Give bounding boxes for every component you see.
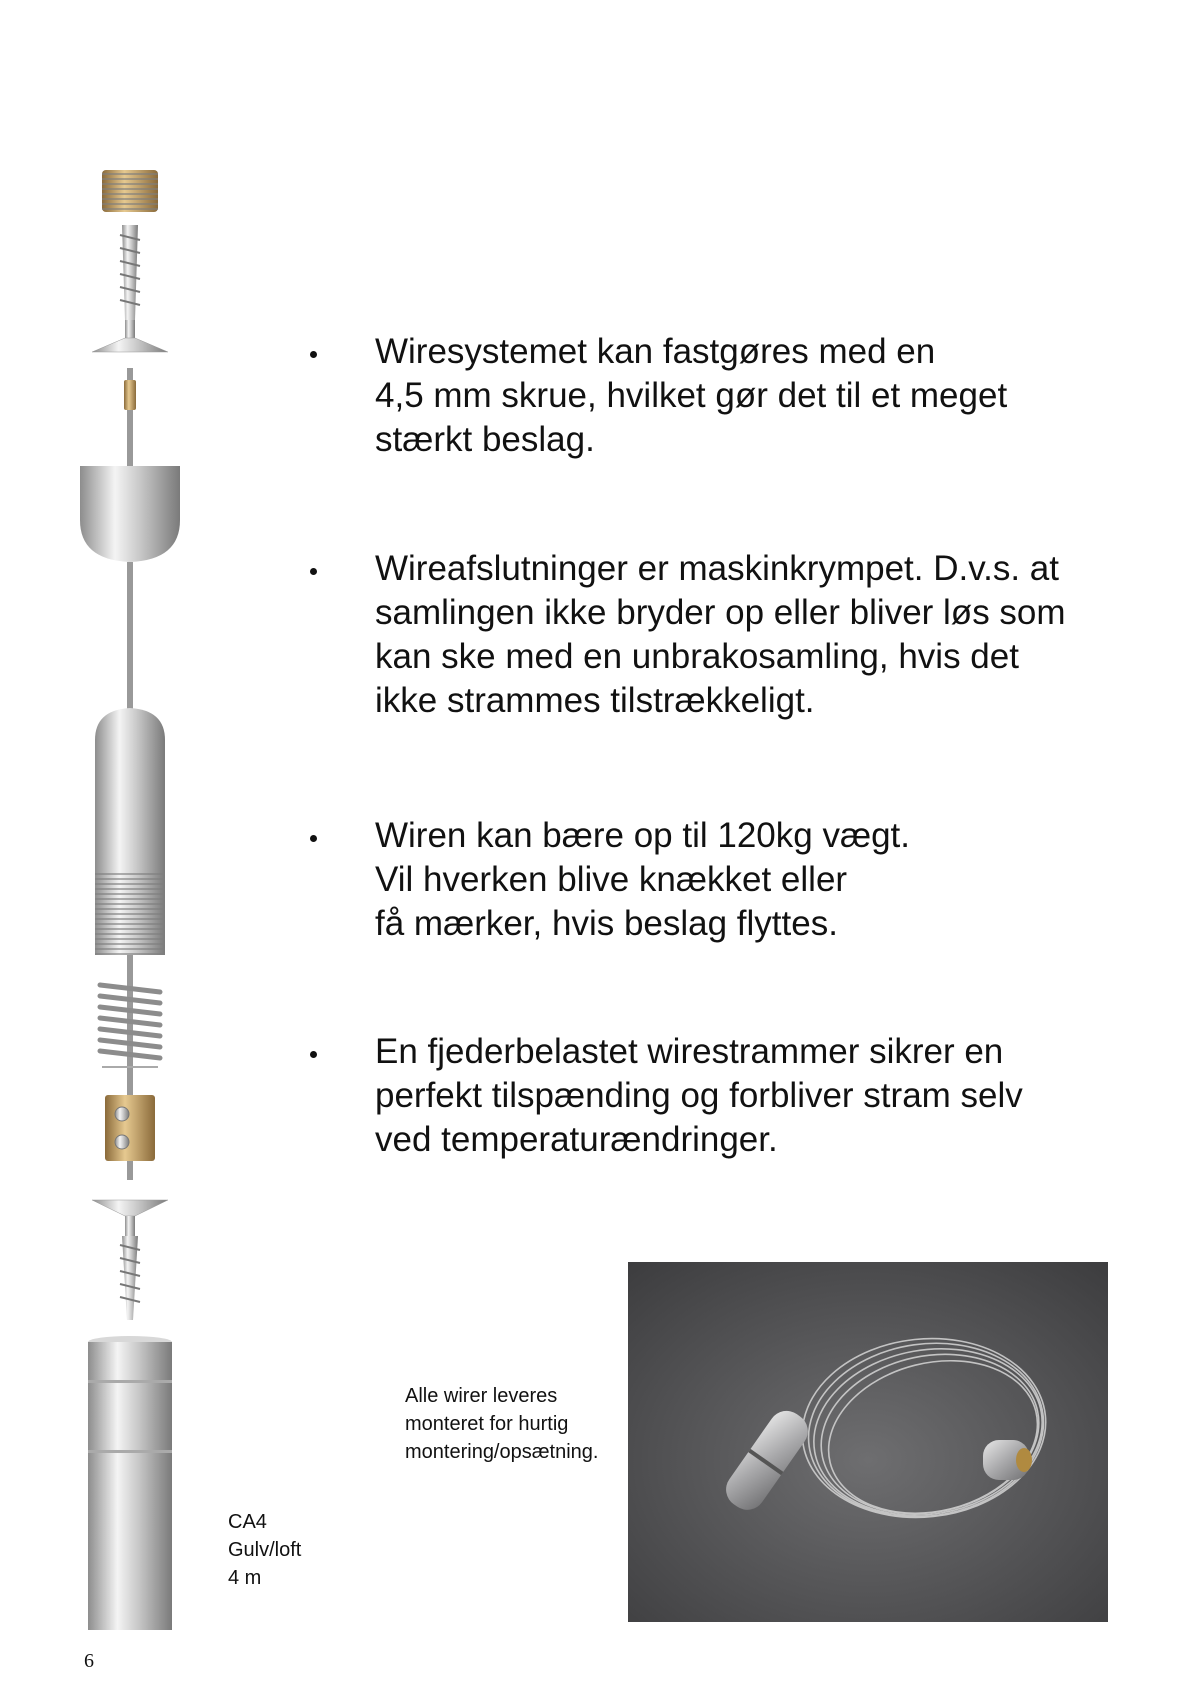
wire-kit-photo <box>628 1262 1108 1622</box>
bullet-dot <box>310 568 317 575</box>
top-screw <box>92 225 168 352</box>
spring <box>100 978 160 1070</box>
threaded-insert <box>102 170 158 212</box>
feature-item <box>310 814 1170 946</box>
feature-line: samlingen ikke bryder op eller bliver løs som <box>375 593 1066 632</box>
cup-terminal <box>80 466 180 562</box>
feature-line: Vil hverken blive knækket eller <box>375 860 848 899</box>
feature-line: få mærker, hvis beslag flyttes. <box>375 904 838 943</box>
feature-line: Wiresystemet kan fastgøres med en <box>375 332 936 371</box>
product-code: CA4 <box>228 1511 267 1533</box>
bullet-dot <box>310 835 317 842</box>
product-length: 4 m <box>228 1567 262 1589</box>
feature-line: ikke strammes tilstrækkeligt. <box>375 681 815 720</box>
page-number: 6 <box>84 1650 94 1672</box>
wire-assembly-illustration <box>80 170 180 1630</box>
feature-line: stærkt beslag. <box>375 420 595 459</box>
clamp-block <box>105 1070 155 1180</box>
bottom-screw <box>92 1200 168 1320</box>
feature-item <box>310 547 1170 723</box>
feature-line: perfekt tilspænding og forbliver stram selv <box>375 1076 1023 1115</box>
feature-line: ved temperaturændringer. <box>375 1120 778 1159</box>
caption-line: monteret for hurtig <box>405 1413 569 1435</box>
feature-line: kan ske med en unbrakosamling, hvis det <box>375 637 1019 676</box>
photo-caption <box>405 1382 598 1466</box>
product-label <box>228 1508 301 1592</box>
feature-line: Wireafslutninger er maskinkrympet. D.v.s. at <box>375 549 1059 588</box>
feature-item <box>310 330 1170 462</box>
caption-line: montering/opsætning. <box>405 1441 599 1463</box>
bullet-dot <box>310 351 317 358</box>
feature-line: Wiren kan bære op til 120kg vægt. <box>375 816 910 855</box>
feature-line: En fjederbelastet wirestrammer sikrer en <box>375 1032 1004 1071</box>
product-usage: Gulv/loft <box>228 1539 302 1561</box>
bullet-dot <box>310 1051 317 1058</box>
tensioner-body <box>95 708 165 870</box>
floor-sleeve <box>88 1336 172 1630</box>
feature-line: 4,5 mm skrue, hvilket gør det til et meget <box>375 376 1008 415</box>
feature-item <box>310 1030 1170 1162</box>
caption-line: Alle wirer leveres <box>405 1385 558 1407</box>
